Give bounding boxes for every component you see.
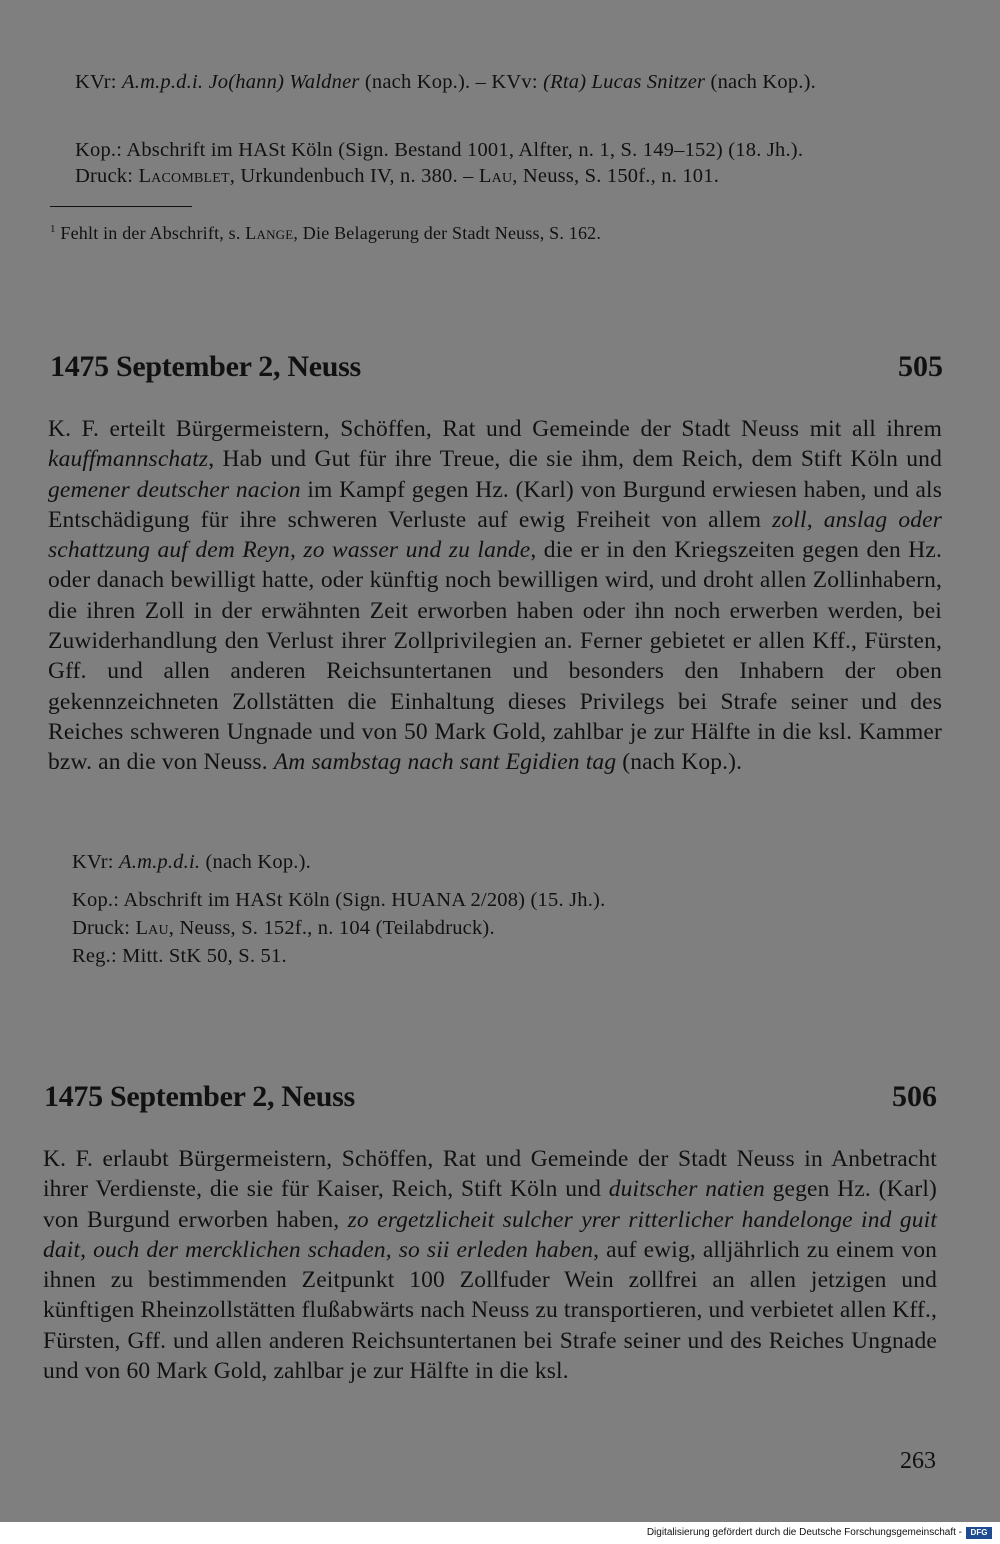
doc506-number: 506: [892, 1080, 937, 1113]
top-kvr-line: KVr: A.m.p.d.i. Jo(hann) Waldner (nach Kop.). – KVv: (Rta) Lucas Snitzer (nach Kop.).: [75, 71, 816, 93]
page-number: 263: [900, 1448, 936, 1474]
doc505-heading: 1475 September 2, Neuss: [50, 350, 361, 383]
top-druck-line: Druck: Lacomblet, Urkundenbuch IV, n. 380. – Lau, Neuss, S. 150f., n. 101.: [75, 165, 720, 187]
doc505-druck: Druck: Lau, Neuss, S. 152f., n. 104 (Teilabdruck).: [72, 917, 495, 939]
doc505-reg: Reg.: Mitt. StK 50, S. 51.: [72, 945, 287, 967]
footer-bar: [0, 1522, 1000, 1544]
doc505-kop: Kop.: Abschrift im HASt Köln (Sign. HUANA 2/208) (15. Jh.).: [72, 889, 606, 911]
top-kop-line: Kop.: Abschrift im HASt Köln (Sign. Bestand 1001, Alfter, n. 1, S. 149–152) (18. Jh.).: [75, 139, 804, 161]
dfg-logo-icon: DFG: [966, 1527, 992, 1539]
doc506-heading: 1475 September 2, Neuss: [44, 1080, 355, 1113]
doc505-kvr: KVr: A.m.p.d.i. (nach Kop.).: [72, 851, 311, 873]
doc505-number: 505: [898, 350, 943, 383]
footer-credit: Digitalisierung gefördert durch die Deutsche Forschungsgemeinschaft -: [646, 1527, 962, 1538]
footnote: $^1$ Fehlt in der Abschrift, s. Lange, Die Belagerung der Stadt Neuss, S. 162.: [50, 223, 602, 243]
footnote-rule: [50, 206, 192, 207]
doc505-regest: K. F. erteilt Bürgermeistern, Schöffen, Rat und Gemeinde der Stadt Neuss mit all ihrem kauffmannschatz, Hab und Gut für ihre Treue, die sie ihm, dem Reich, dem Stift Köln und gemener deutscher nacion im Kampf gegen Hz. (Karl) von Burgund erwiesen haben, und als Entschädigung für ihre schweren Verluste auf ewig Freiheit von allem zoll, anslag oder schattzung auf dem Reyn, zo wasser und zu lande, die er in den Kriegszeiten gegen den Hz. oder danach bewilligt hatte, oder künftig noch bewilligen wird, und droht allen Zollinhabern, die ihren Zoll in der erwähnten Zeit erworben haben oder ihn noch erwerben werden, bei Zuwiderhandlung den Verlust ihrer Zollprivilegien an. Ferner gebietet er allen Kff., Fürsten, Gff. und allen anderen Reichsuntertanen und besonders den Inhabern der oben gekennzeichneten Zollstätten die Einhaltung dieses Privilegs bei Strafe seiner und des Reiches schweren Ungnade und von 50 Mark Gold, zahlbar je zur Hälfte in die ksl. Kammer bzw. an die von Neuss. Am sambstag nach sant Egidien tag (nach Kop.).: [48, 416, 942, 776]
doc506-regest: K. F. erlaubt Bürgermeistern, Schöffen, Rat und Gemeinde der Stadt Neuss in Anbetracht ihrer Verdienste, die sie für Kaiser, Reich, Stift Köln und duitscher natien gegen Hz. (Karl) von Burgund erworben haben, zo ergetzlicheit sulcher yrer ritterlicher handelonge ind guit dait, ouch der mercklichen schaden, so sii erleden haben, auf ewig, alljährlich zu einem von ihnen zu bestimmenden Zeitpunkt 100 Zollfuder Wein zollfrei an allen jetzigen und künftigen Rheinzollstätten flußabwärts nach Neuss zu transportieren, und verbietet allen Kff., Fürsten, Gff. und allen anderen Reichsuntertanen bei Strafe seiner und des Reiches Ungnade und von 60 Mark Gold, zahlbar je zur Hälfte in die ksl.: [43, 1146, 937, 1385]
